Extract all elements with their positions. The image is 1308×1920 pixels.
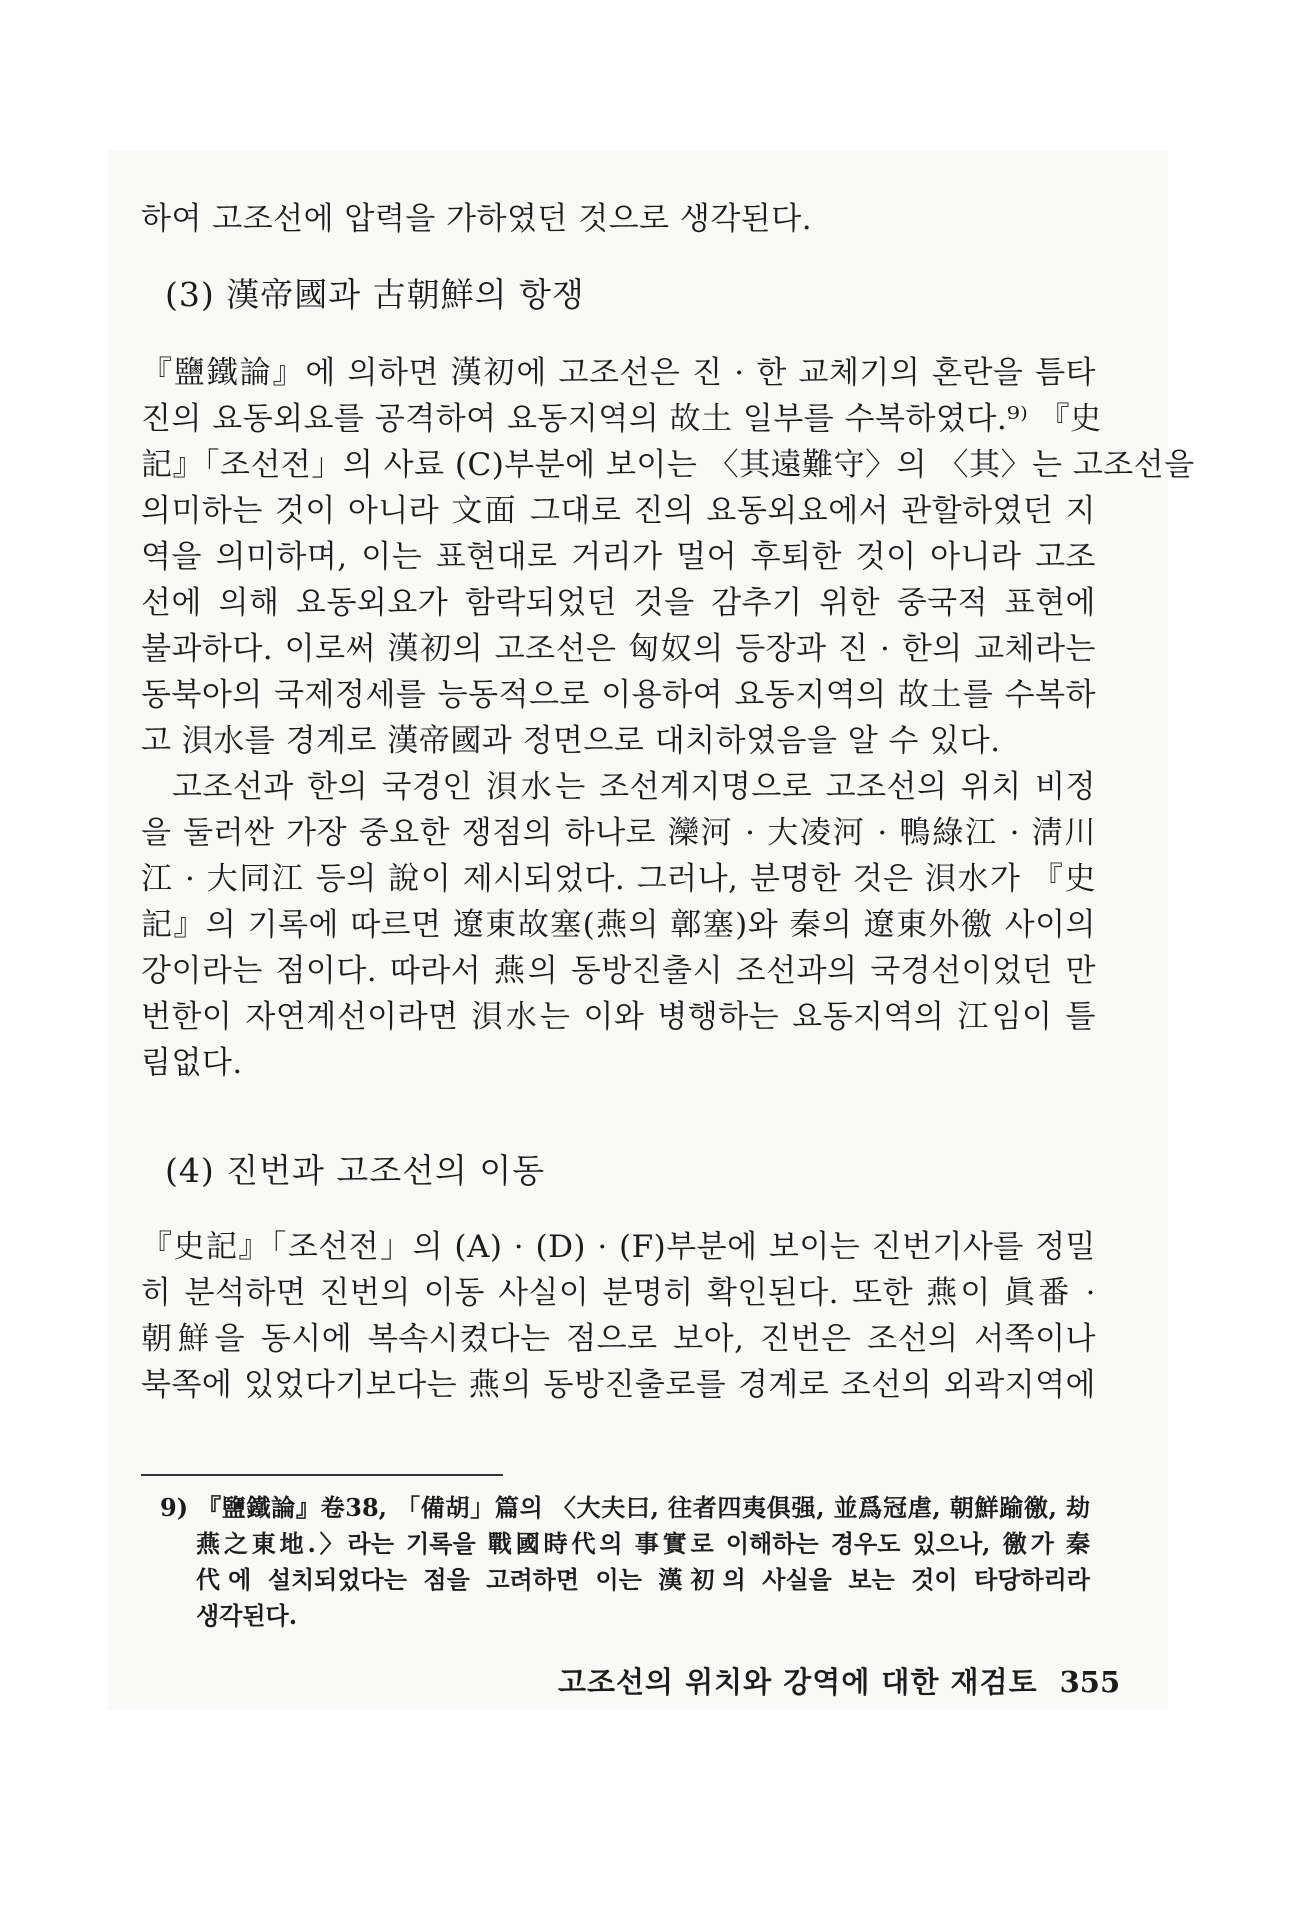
intro-line: 하여 고조선에 압력을 가하였던 것으로 생각된다.: [141, 201, 813, 237]
footnote-line: 생각된다.: [196, 1601, 298, 1630]
footnote-line: 9) 『鹽鐵論』卷38, 「備胡」篇의 〈大夫曰, 往者四夷俱强, 並爲冠虐, 朝鮮踰徼, 劫: [160, 1493, 1090, 1522]
paragraph-line: 동북아의 국제정세를 능동적으로 이용하여 요동지역의 故土를 수복하: [141, 677, 1096, 713]
footnote-9: [160, 1490, 1090, 1634]
paragraph-line: 『鹽鐵論』에 의하면 漢初에 고조선은 진 · 한 교체기의 혼란을 틈타: [141, 355, 1096, 391]
paragraph-line: 림없다.: [141, 1045, 243, 1081]
paragraph-line: 記』의 기록에 따르면 遼東故塞(燕의 鄣塞)와 秦의 遼東外徼 사이의: [141, 907, 1096, 943]
paragraph-line: 히 분석하면 진번의 이동 사실이 분명히 확인된다. 또한 燕이 眞番 ·: [141, 1275, 1096, 1311]
paragraph-line: 진의 요동외요를 공격하여 요동지역의 故土 일부를 수복하였다.⁹⁾ 『史: [141, 401, 1102, 437]
section3-paragraph-1: [141, 350, 1195, 764]
footnote-line: 代에 설치되었다는 점을 고려하면 이는 漢初의 사실을 보는 것이 타당하리라: [196, 1565, 1090, 1594]
section3-paragraph-2: [141, 764, 1096, 1086]
paragraph-line: 『史記』「조선전」의 (A) · (D) · (F)부분에 보이는 진번기사를 정밀: [141, 1229, 1096, 1265]
paragraph-line: 을 둘러싼 가장 중요한 쟁점의 하나로 灤河 · 大凌河 · 鴨綠江 · 淸川: [141, 815, 1096, 851]
running-footer: [558, 1660, 1121, 1700]
paragraph-line: 江 · 大同江 등의 說이 제시되었다. 그러나, 분명한 것은 浿水가 『史: [141, 861, 1096, 897]
paragraph-line: 번한이 자연계선이라면 浿水는 이와 병행하는 요동지역의 江임이 틀: [141, 999, 1096, 1035]
footnote-line: 燕之東地.〉라는 기록을 戰國時代의 事實로 이해하는 경우도 있으나, 徼가 秦: [196, 1529, 1090, 1558]
page-number: 355: [1059, 1665, 1121, 1699]
paragraph-line: 의미하는 것이 아니라 文面 그대로 진의 요동외요에서 관할하였던 지: [141, 493, 1096, 529]
section-heading-4: (4) 진번과 고조선의 이동: [165, 1151, 546, 1190]
paragraph-line: 記』「조선전」의 사료 (C)부분에 보이는 〈其遠難守〉의 〈其〉는 고조선을: [141, 447, 1195, 483]
paragraph-line: 역을 의미하며, 이는 표현대로 거리가 멀어 후퇴한 것이 아니라 고조: [141, 539, 1096, 575]
paragraph-line: 선에 의해 요동외요가 함락되었던 것을 감추기 위한 중국적 표현에: [141, 585, 1096, 621]
section4-paragraph-1: [141, 1224, 1096, 1408]
paragraph-line: 朝鮮을 동시에 복속시켰다는 점으로 보아, 진번은 조선의 서쪽이나: [141, 1321, 1096, 1357]
running-title: 고조선의 위치와 강역에 대한 재검토: [558, 1665, 1038, 1699]
paragraph-line: 북쪽에 있었다기보다는 燕의 동방진출로를 경계로 조선의 외곽지역에: [141, 1367, 1096, 1403]
main-text: [141, 196, 1195, 1408]
paragraph-line: 불과하다. 이로써 漢初의 고조선은 匈奴의 등장과 진 · 한의 교체라는: [141, 631, 1096, 667]
footnote-divider: [141, 1474, 503, 1476]
paragraph-line: 고 浿水를 경계로 漢帝國과 정면으로 대치하였음을 알 수 있다.: [141, 723, 1001, 759]
section-heading-3: (3) 漢帝國과 古朝鮮의 항쟁: [165, 275, 585, 314]
paragraph-line: 고조선과 한의 국경인 浿水는 조선계지명으로 고조선의 위치 비정: [172, 769, 1096, 805]
paragraph-line: 강이라는 점이다. 따라서 燕의 동방진출시 조선과의 국경선이었던 만: [141, 953, 1096, 989]
